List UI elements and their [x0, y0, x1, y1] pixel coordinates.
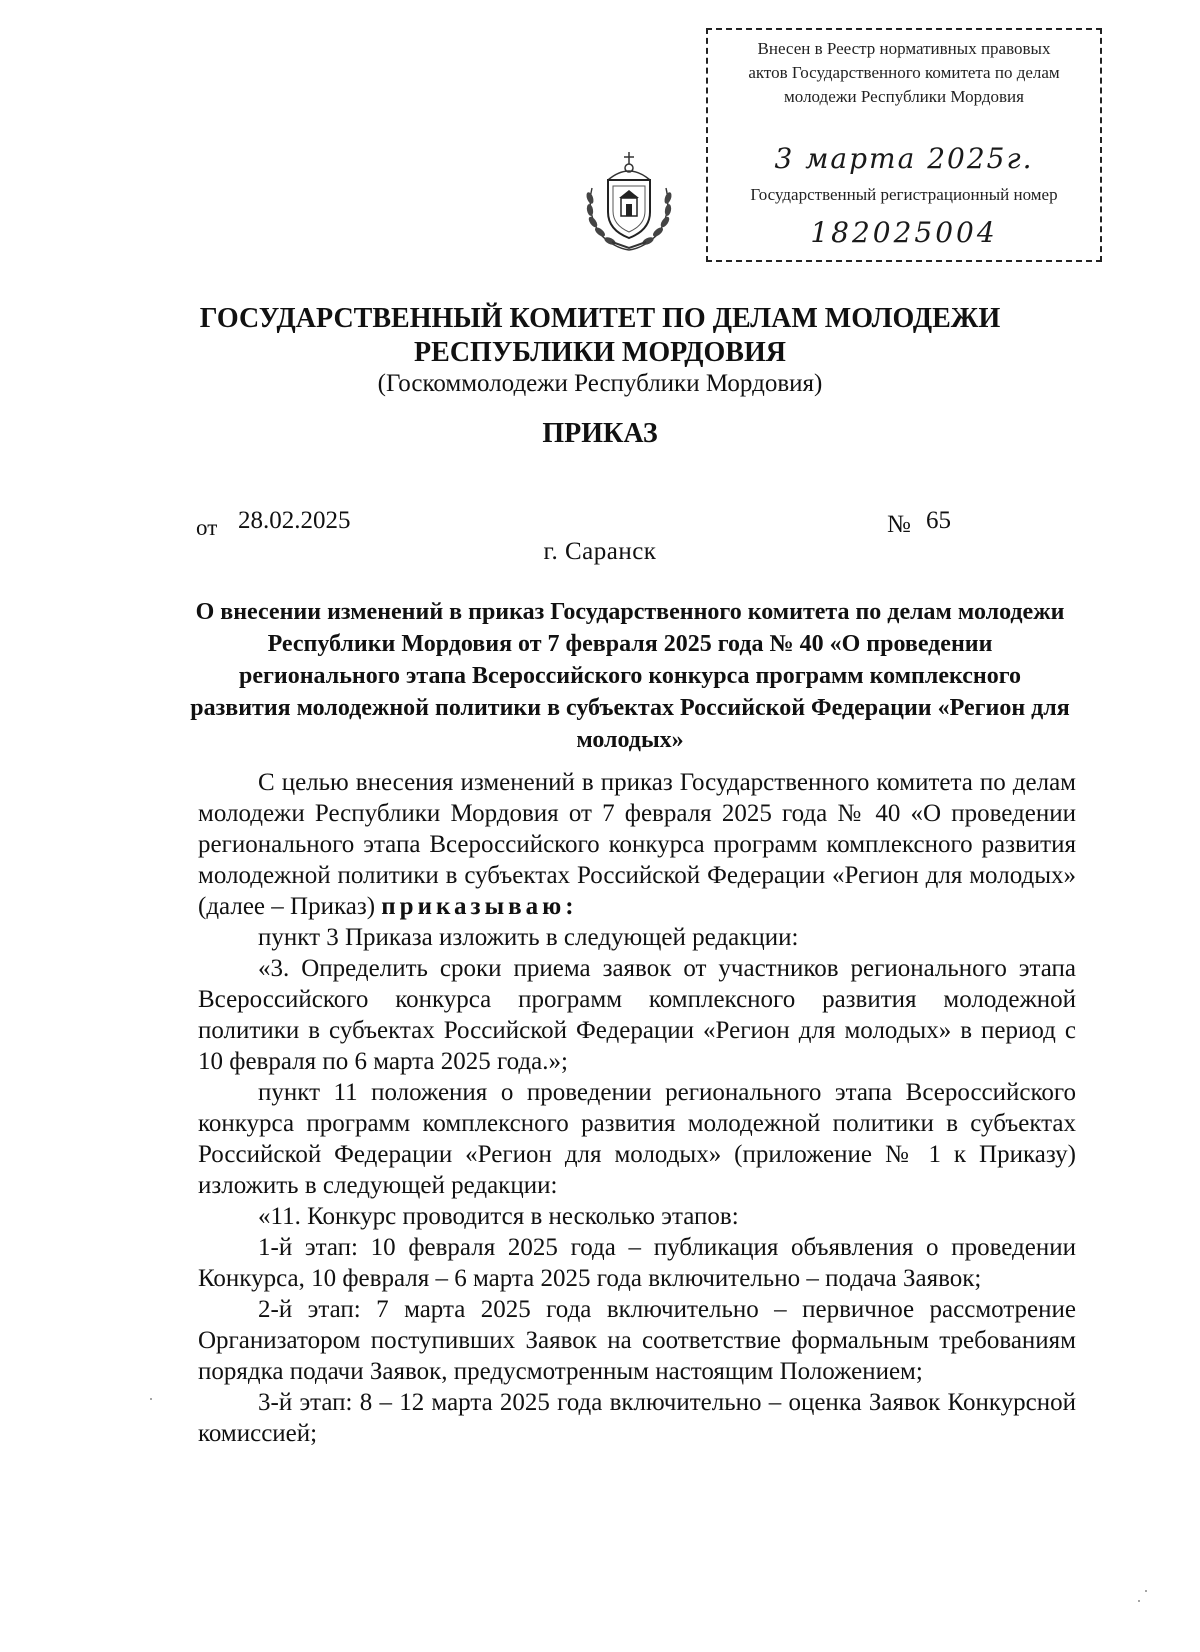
document-type: ПРИКАЗ	[542, 418, 658, 449]
handwritten-registry-number: 182025004	[810, 216, 998, 249]
document-date: 28.02.2025	[238, 507, 351, 534]
body-paragraph-stage-1: 1-й этап: 10 февраля 2025 года – публикация объявления о проведении Конкурса, 10 февраля – 6 марта 2025 года включительно – подача Заявок;	[198, 1234, 1076, 1292]
organization-title-line-2: РЕСПУБЛИКИ МОРДОВИЯ	[414, 337, 786, 368]
scan-speck	[150, 1398, 152, 1400]
document-number: 65	[926, 507, 951, 534]
date-prefix: от	[196, 515, 218, 540]
document-body	[198, 767, 1076, 1449]
registry-stamp	[706, 28, 1102, 262]
registry-number-label: Государственный регистрационный номер	[750, 185, 1058, 204]
handwritten-registry-date: 3 марта 2025г.	[774, 142, 1034, 175]
body-paragraph-stage-2: 2-й этап: 7 марта 2025 года включительно – первичное рассмотрение Организатором поступивших Заявок на соответствие формальным требованиям порядка подачи Заявок, предусмотренным настоящим Положением;	[198, 1296, 1076, 1385]
coat-of-arms-icon	[578, 150, 680, 254]
organization-title-line-1: ГОСУДАРСТВЕННЫЙ КОМИТЕТ ПО ДЕЛАМ МОЛОДЕЖИ	[199, 303, 1001, 334]
body-paragraph-item-11-intro: пункт 11 положения о проведении регионального этапа Всероссийского конкурса программ комплексного развития молодежной политики в субъектах Российской Федерации «Регион для молодых» (приложение № 1 к Приказу) изложить в следующей редакции:	[198, 1079, 1076, 1199]
number-prefix: №	[887, 511, 911, 538]
organization-short-name: (Госкоммолодежи Республики Мордовия)	[377, 370, 823, 397]
city: г. Саранск	[543, 538, 657, 565]
preamble-text: С целью внесения изменений в приказ Государственного комитета по делам молодежи Республики Мордовия от 7 февраля 2025 года № 40 «О проведении регионального этапа Всероссийского конкурса программ комплексного развития молодежной политики в субъектах Российской Федерации «Регион для молодых» (далее – Приказ)	[198, 769, 1076, 920]
body-paragraph-item-3-intro: пункт 3 Приказа изложить в следующей редакции:	[258, 924, 799, 951]
scan-speck	[1138, 1600, 1140, 1602]
order-keyword: приказываю:	[381, 893, 578, 920]
body-paragraph-stage-3: 3-й этап: 8 – 12 марта 2025 года включительно – оценка Заявок Конкурсной комиссией;	[198, 1389, 1076, 1447]
document-subject: О внесении изменений в приказ Государственного комитета по делам молодежи Республики Мордовия от 7 февраля 2025 года № 40 «О проведении регионального этапа Всероссийского конкурса программ комплексного развития молодежной политики в субъектах Российской Федерации «Регион для молодых»	[190, 599, 1070, 753]
registry-line-1: Внесен в Реестр нормативных правовых	[757, 39, 1051, 58]
registry-line-3: молодежи Республики Мордовия	[784, 87, 1024, 106]
body-paragraph-item-11-text: «11. Конкурс проводится в несколько этапов:	[258, 1203, 739, 1230]
scan-speck	[1145, 1590, 1147, 1592]
body-paragraph-preamble	[198, 767, 1076, 922]
registry-line-2: актов Государственного комитета по делам	[748, 63, 1060, 82]
body-paragraph-item-3-text: «3. Определить сроки приема заявок от участников регионального этапа Всероссийского конкурса программ комплексного развития молодежной политики в субъектах Российской Федерации «Регион для молодых» в период с 10 февраля по 6 марта 2025 года.»;	[198, 955, 1076, 1075]
